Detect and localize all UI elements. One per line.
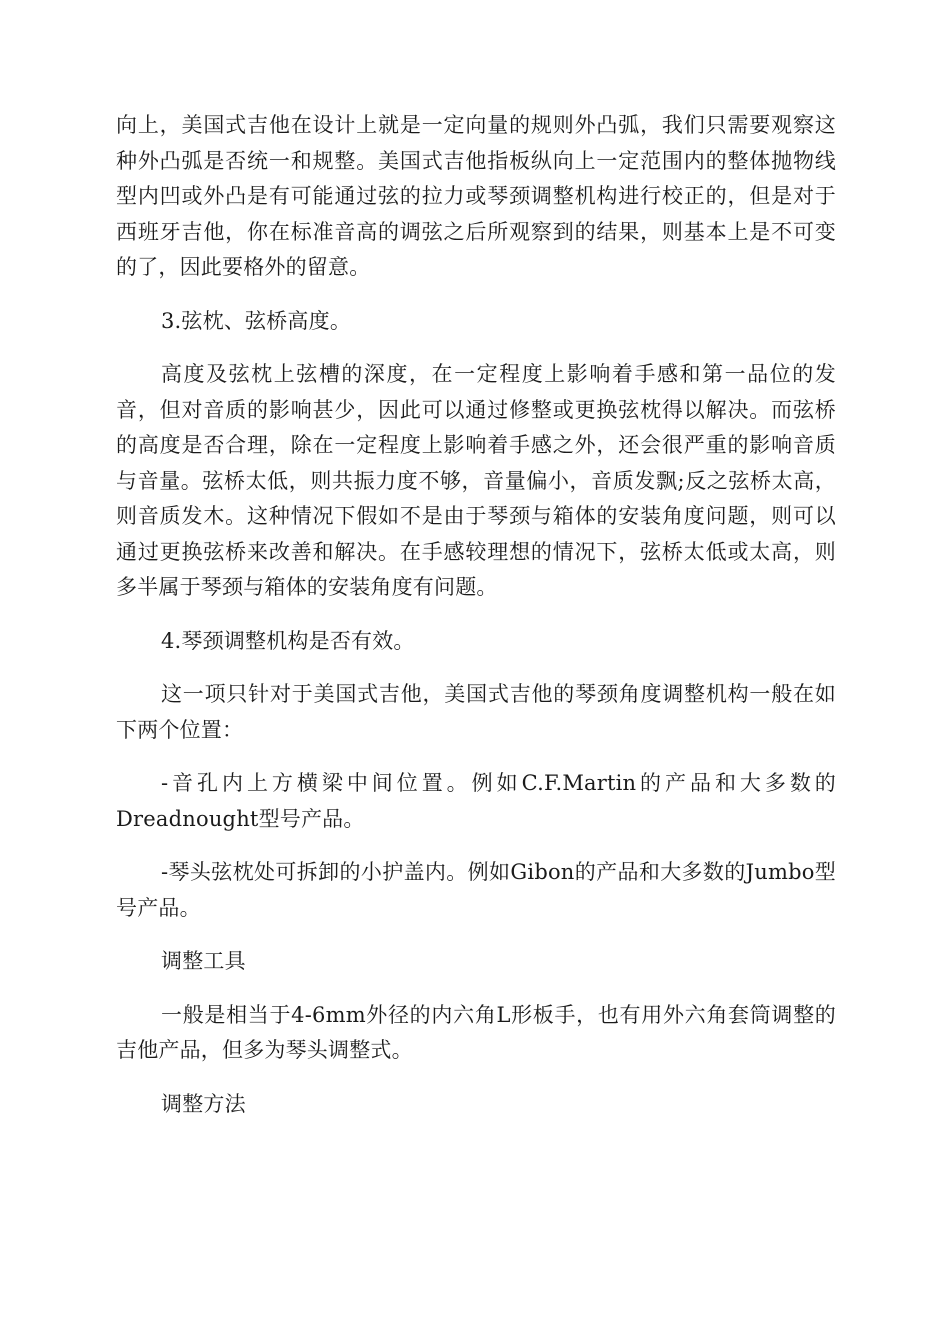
heading-adjustment-method: 调整方法 bbox=[161, 1091, 246, 1116]
list-item-headstock-position: -琴头弦枕处可拆卸的小护盖内。例如Gibon的产品和大多数的Jumbo型号产品。 bbox=[116, 860, 836, 920]
paragraph-adjustment-tools: 一般是相当于4-6mm外径的内六角L形板手，也有用外六角套筒调整的吉他产品，但多为琴头调整式。 bbox=[116, 1002, 836, 1062]
list-item-soundhole-position: -音孔内上方横梁中间位置。例如C.F.Martin的产品和大多数的Dreadnought型号产品。 bbox=[116, 771, 836, 831]
paragraph-nut-bridge-height: 高度及弦枕上弦槽的深度，在一定程度上影响着手感和第一品位的发音，但对音质的影响甚少，因此可以通过修整或更换弦枕得以解决。而弦桥的高度是否合理，除在一定程度上影响着手感之外，还会很严重的影响音质与音量。弦桥太低，则共振力度不够，音量偏小，音质发飘;反之弦桥太高，则音质发木。这种情况下假如不是由于琴颈与箱体的安装角度问题，则可以通过更换弦桥来改善和解决。在手感较理想的情况下，弦桥太低或太高，则多半属于琴颈与箱体的安装角度有问题。 bbox=[116, 362, 836, 599]
document-body bbox=[116, 108, 836, 1140]
heading-adjustment-tools: 调整工具 bbox=[161, 949, 246, 973]
paragraph-neck-curvature: 向上，美国式吉他在设计上就是一定向量的规则外凸弧，我们只需要观察这种外凸弧是否统一和规整。美国式吉他指板纵向上一定范围内的整体抛物线型内凹或外凸是有可能通过弦的拉力或琴颈调整机构进行校正的，但是对于西班牙吉他，你在标准音高的调弦之后所观察到的结果，则基本上是不可变的了，因此要格外的留意。 bbox=[116, 113, 836, 279]
heading-nut-bridge-height: 3.弦枕、弦桥高度。 bbox=[161, 308, 352, 333]
paragraph-truss-rod-intro: 这一项只针对于美国式吉他，美国式吉他的琴颈角度调整机构一般在如下两个位置： bbox=[116, 682, 836, 742]
heading-truss-rod: 4.琴颈调整机构是否有效。 bbox=[161, 628, 415, 653]
